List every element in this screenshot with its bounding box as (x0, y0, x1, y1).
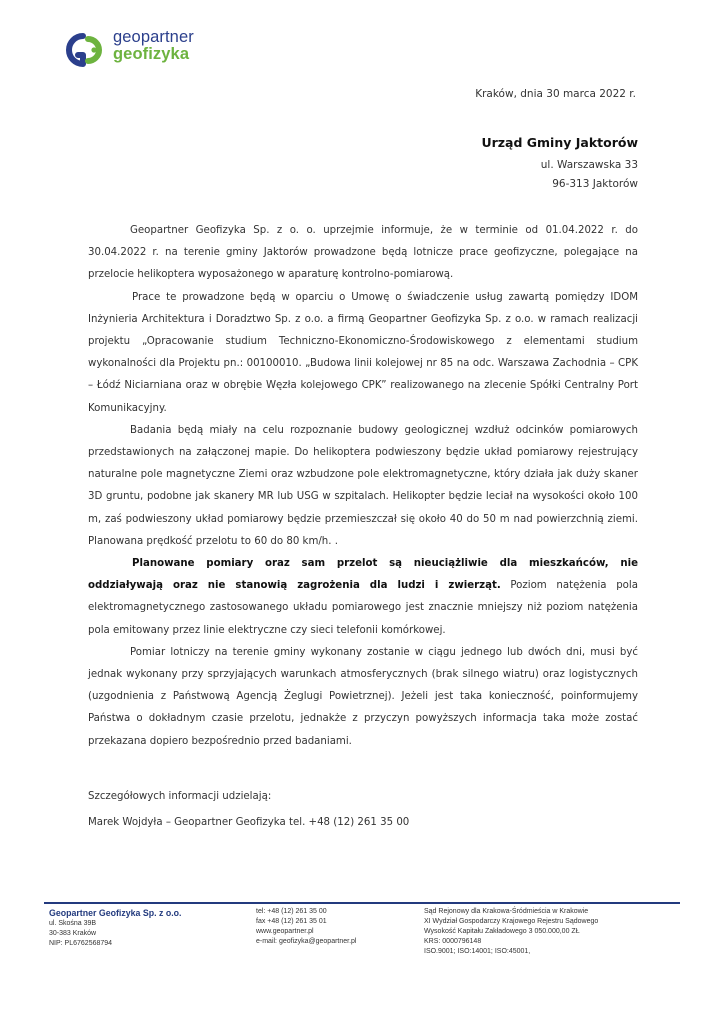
footer-company-info (49, 907, 181, 949)
paragraph-contract: Prace te prowadzone będą w oparciu o Umowę o świadczenie usług zawartą pomiędzy IDOM Inżynieria Architektura i Doradztwo Sp. z o.o. a firmą Geopartner Geofizyka Sp. z o.o. w ramach realizacji projektu „Opracowanie studium Techniczno-Ekonomiczno-Środowiskowego z elementami studium wykonalności dla Projektu pn.: 00100010. „Budowa linii kolejowej nr 85 na odc. Warszawa Zachodnia – CPK – Łódź Niciarniana oraz w obrębie Węzła kolejowego CPK” realizowanego na zlecenie Spółki Centralny Port Komunikacyjny. (88, 291, 638, 414)
footer-court: Sąd Rejonowy dla Krakowa-Śródmieścia w Krakowie (424, 908, 589, 915)
geopartner-logo-icon (64, 31, 106, 69)
footer-contact-info (256, 907, 357, 947)
addressee-street: ul. Warszawska 33 (540, 159, 638, 171)
footer-divider (44, 902, 680, 904)
paragraph-schedule: Pomiar lotniczy na terenie gminy wykonany zostanie w ciągu jednego lub dwóch dni, musi być jednak wykonany przy sprzyjających warunkach atmosferycznych (brak silnego wiatru) oraz logistycznych (uzgodnienia z Państwową Agencją Żeglugi Powietrznej). Jeżeli jest taka konieczność, poinformujemy Państwa o dokładnym czasie przelotu, jednakże z przyczyn powyższych informacja taka może zostać przekazana dopiero bezpośrednio przed badaniami. (88, 646, 638, 747)
footer-division: XI Wydział Gospodarczy Krajowego Rejestru Sądowego (424, 918, 599, 925)
contact-person: Marek Wojdyła – Geopartner Geofizyka tel. +48 (12) 261 35 00 (88, 817, 410, 829)
company-logo (64, 29, 214, 71)
safety-details: Poziom natężenia pola elektromagnetycznego zastosowanego układu pomiarowego jest znacznie mniejszy niż poziom natężenia pola emitowany przez linie elektryczne czy sieci telefonii komórkowej. (88, 580, 638, 636)
logo-wordmark-top: geopartner (113, 28, 194, 46)
addressee-block (481, 135, 638, 194)
paragraph-survey: Badania będą miały na celu rozpoznanie budowy geologicznej wzdłuż odcinków pomiarowych przedstawionych na załączonej mapie. Do helikoptera podwieszony będzie układ pomiarowy rejestrujący naturalne pole magnetyczne Ziemi oraz wzbudzone pole elektromagnetyczne, który działa jak duży skaner 3D gruntu, podobne jak skanery MR lub USG w szpitalach. Helikopter będzie leciał na wysokości około 100 m, zaś podwieszony układ pomiarowy będzie przemieszczał się około 40 do 50 m nad powierzchnią ziemi. Planowana prędkość przelotu to 60 do 80 km/h. . (88, 424, 638, 547)
footer-company-name: Geopartner Geofizyka Sp. z o.o. (49, 908, 182, 918)
letter-date: Kraków, dnia 30 marca 2022 r. (475, 88, 636, 100)
footer-city: 30-383 Kraków (49, 930, 97, 937)
footer-website: www.geopartner.pl (256, 928, 314, 935)
footer-krs: KRS: 0000796148 (424, 938, 482, 945)
footer-email: e-mail: geofizyka@geopartner.pl (256, 938, 357, 945)
footer-nip: NIP: PL6762568794 (49, 940, 113, 947)
footer-iso: ISO.9001; ISO:14001; ISO:45001, (424, 948, 531, 955)
footer-fax: fax +48 (12) 261 35 01 (256, 918, 327, 925)
footer-street: ul. Skośna 39B (49, 920, 97, 927)
footer-capital: Wysokość Kapitału Zakładowego 3 050.000,00 ZŁ (424, 928, 580, 935)
addressee-name: Urząd Gminy Jaktorów (481, 135, 638, 150)
logo-wordmark-bottom: geofizyka (113, 45, 190, 63)
safety-statement: Planowane pomiary oraz sam przelot są nieuciążliwie dla mieszkańców, nie oddziaływają oraz nie stanowią zagrożenia dla ludzi i zwierząt. (88, 558, 638, 592)
footer-registry-info (424, 907, 598, 957)
contact-block (88, 786, 409, 834)
addressee-city: 96-313 Jaktorów (552, 178, 638, 190)
footer-phone: tel: +48 (12) 261 35 00 (256, 908, 327, 915)
paragraph-intro: Geopartner Geofizyka Sp. z o. o. uprzejmie informuje, że w terminie od 01.04.2022 r. do 30.04.2022 r. na terenie gminy Jaktorów prowadzone będą lotnicze prace geofizyczne, polegające na przelocie helikoptera wyposażonego w aparaturę kontrolno-pomiarową. (88, 225, 638, 281)
letter-body (88, 220, 638, 753)
contact-heading: Szczegółowych informacji udzielają: (88, 791, 272, 802)
paragraph-safety (88, 553, 638, 642)
